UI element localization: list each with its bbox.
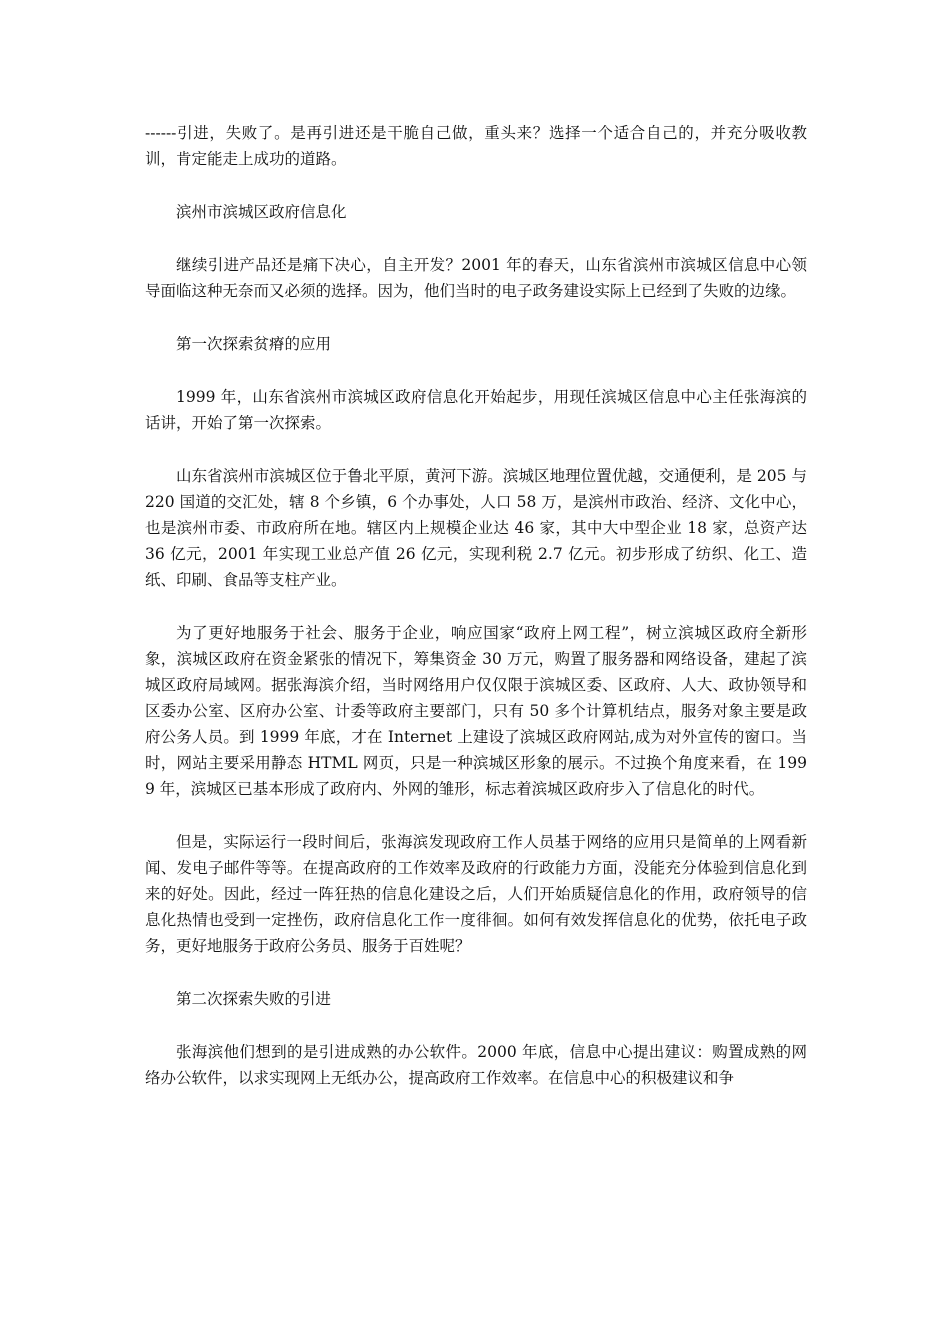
section-heading-first-exploration: 第一次探索贫瘠的应用	[176, 335, 332, 353]
paragraph-choice: 继续引进产品还是痛下决心，自主开发？2001 年的春天，山东省滨州市滨城区信息中心领导面临这种无奈而又必须的选择。因为，他们当时的电子政务建设实际上已经到了失败的边缘。	[145, 256, 807, 300]
section-heading-second-exploration: 第二次探索失败的引进	[176, 990, 332, 1008]
paragraph-region-overview: 山东省滨州市滨城区位于鲁北平原，黄河下游。滨城区地理位置优越，交通便利，是 205 与 220 国道的交汇处，辖 8 个乡镇，6 个办事处，人口 58 万，是滨州市政治、经济、文化中心，也是滨州市委、市政府所在地。辖区内上规模企业达 46 家，其中大中型企业 18 家，总资产达 36 亿元，2001 年实现工业总产值 26 亿元，实现利税 2.7 亿元。初步形成了纺织、化工、造纸、印刷、食品等支柱产业。	[145, 467, 807, 589]
paragraph-intro-continuation: ------引进，失败了。是再引进还是干脆自己做，重头来？选择一个适合自己的，并充分吸收教训，肯定能走上成功的道路。	[145, 124, 807, 168]
document-body	[145, 120, 807, 1091]
paragraph-office-software: 张海滨他们想到的是引进成熟的办公软件。2000 年底，信息中心提出建议：购置成熟的网络办公软件，以求实现网上无纸办公，提高政府工作效率。在信息中心的积极建议和争	[145, 1043, 807, 1087]
paragraph-government-network: 为了更好地服务于社会、服务于企业，响应国家“政府上网工程”，树立滨城区政府全新形象，滨城区政府在资金紧张的情况下，筹集资金 30 万元，购置了服务器和网络设备，建起了滨城区政府局域网。据张海滨介绍，当时网络用户仅仅限于滨城区委、区政府、人大、政协领导和区委办公室、区府办公室、计委等政府主要部门，只有 50 多个计算机结点，服务对象主要是政府公务人员。到 1999 年底，才在 Internet 上建设了滨城区政府网站,成为对外宣传的窗口。当时，网站主要采用静态 HTML 网页，只是一种滨城区形象的展示。不过换个角度来看，在 1999 年，滨城区已基本形成了政府内、外网的雏形，标志着滨城区政府步入了信息化的时代。	[145, 624, 807, 798]
section-heading-binzhou: 滨州市滨城区政府信息化	[176, 203, 347, 221]
paragraph-1999-start: 1999 年，山东省滨州市滨城区政府信息化开始起步，用现任滨城区信息中心主任张海滨的话讲，开始了第一次探索。	[145, 388, 807, 432]
paragraph-doubts: 但是，实际运行一段时间后，张海滨发现政府工作人员基于网络的应用只是简单的上网看新闻、发电子邮件等等。在提高政府的工作效率及政府的行政能力方面，没能充分体验到信息化到来的好处。因此，经过一阵狂热的信息化建设之后，人们开始质疑信息化的作用，政府领导的信息化热情也受到一定挫伤，政府信息化工作一度徘徊。如何有效发挥信息化的优势，依托电子政务，更好地服务于政府公务员、服务于百姓呢？	[145, 833, 807, 955]
